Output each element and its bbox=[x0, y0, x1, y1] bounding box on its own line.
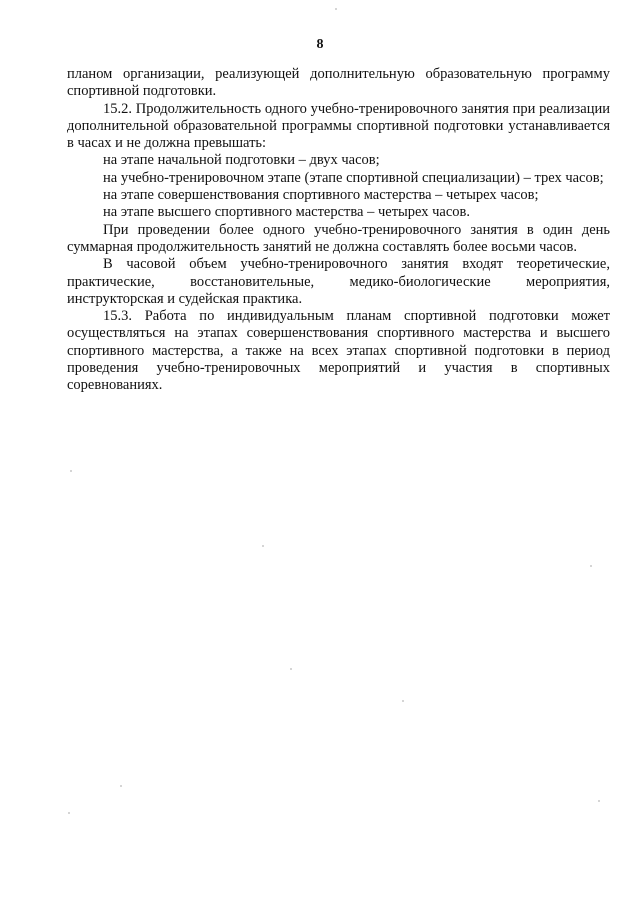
list-item-highest-stage: на этапе высшего спортивного мастерства – четырех часов. bbox=[103, 204, 471, 221]
page-number: 8 bbox=[316, 37, 324, 52]
paragraph-continuation: планом организации, реализующей дополнительную образовательную программу спортивной подготовки. bbox=[67, 66, 610, 100]
paragraph-hourly-volume: В часовой объем учебно-тренировочного занятия входят теоретические, практические, восстановительные, медико-биологические мероприятия, инструкторская и судейская практика. bbox=[67, 256, 610, 307]
document-body bbox=[67, 66, 610, 395]
paragraph-15-3: 15.3. Работа по индивидуальным планам спортивной подготовки может осуществляться на этапах совершенствования спортивного мастерства и высшего спортивного мастерства, а также на всех этапах спортивной подготовки в период проведения учебно-тренировочных мероприятий и участия в спортивных соревнованиях. bbox=[67, 308, 610, 394]
paragraph-15-2: 15.2. Продолжительность одного учебно-тренировочного занятия при реализации дополнительной образовательной программы спортивной подготовки устанавливается в часах и не должна превышать: bbox=[67, 100, 610, 152]
list-item-training-stage: на учебно-тренировочном этапе (этапе спортивной специализации) – трех часов; bbox=[103, 169, 604, 186]
scan-speck bbox=[70, 470, 72, 472]
scan-speck bbox=[262, 545, 264, 547]
scan-speck bbox=[598, 800, 600, 802]
scan-speck bbox=[290, 668, 292, 670]
scan-speck bbox=[590, 565, 592, 567]
scan-speck bbox=[120, 785, 122, 787]
scan-speck bbox=[68, 812, 70, 814]
list-item-improvement-stage: на этапе совершенствования спортивного мастерства – четырех часов; bbox=[103, 187, 539, 204]
list-item-initial-stage: на этапе начальной подготовки – двух часов; bbox=[103, 152, 380, 169]
scan-speck bbox=[402, 700, 404, 702]
scan-speck bbox=[335, 8, 337, 10]
paragraph-more-than-one-session: При проведении более одного учебно-тренировочного занятия в один день суммарная продолжительность занятий не должна составлять более восьми часов. bbox=[67, 221, 610, 255]
